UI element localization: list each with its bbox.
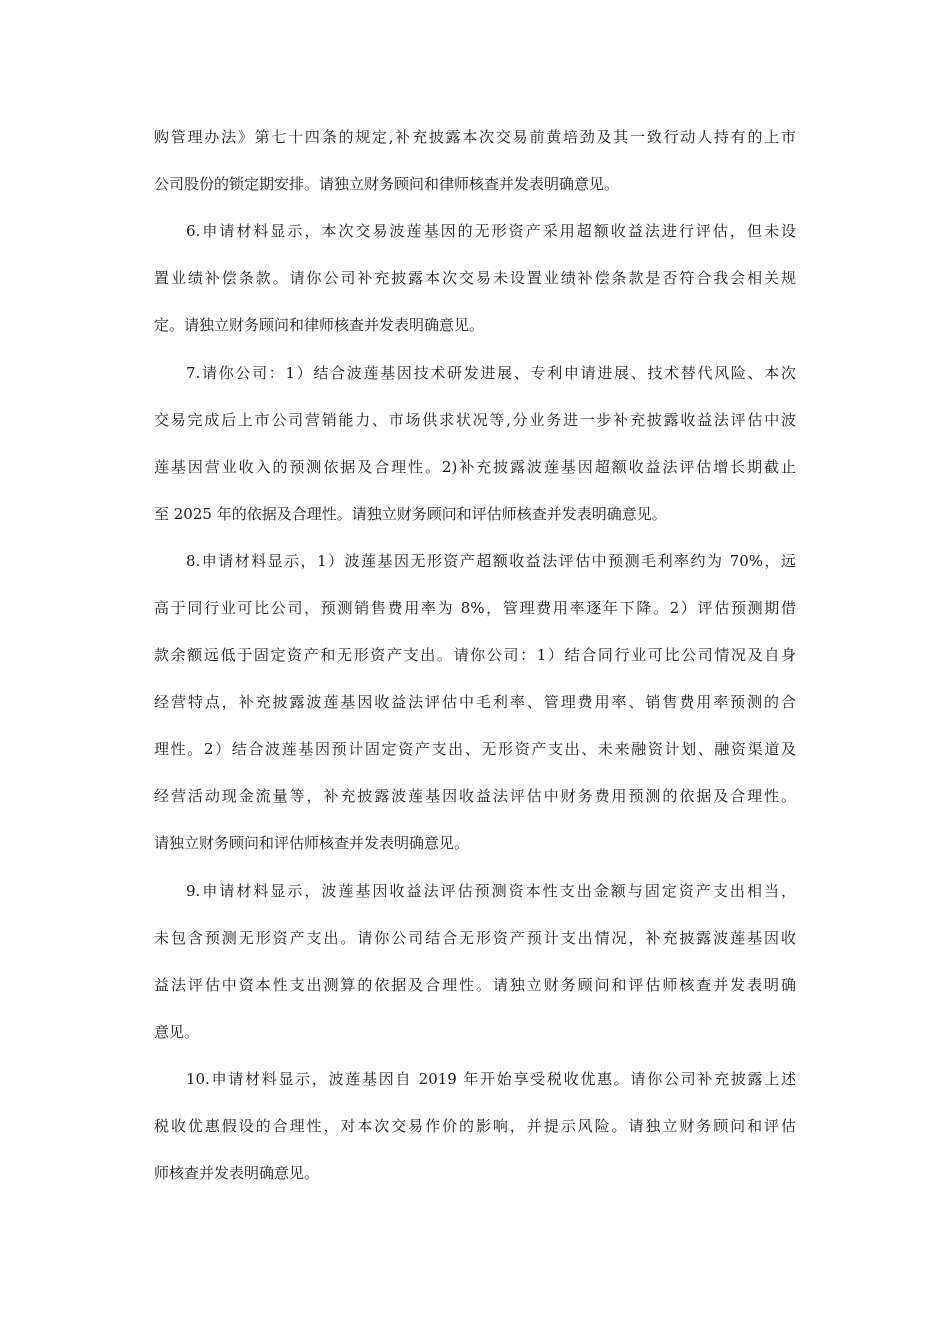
text-line: 购管理办法》第七十四条的规定,补充披露本次交易前黄培劲及其一致行动人持有的上市: [154, 128, 796, 146]
text-line: 经营活动现金流量等，补充披露波莲基因收益法评估中财务费用预测的依据及合理性。: [154, 787, 796, 805]
paragraph-9-start: 9.申请材料显示，波莲基因收益法评估预测资本性支出金额与固定资产支出相当，: [186, 882, 796, 900]
text-line: 至 2025 年的依据及合理性。请独立财务顾问和评估师核查并发表明确意见。: [154, 505, 667, 523]
text-line: 高于同行业可比公司，预测销售费用率为 8%，管理费用率逐年下降。2）评估预测期借: [154, 599, 796, 617]
text-line: 意见。: [154, 1023, 200, 1041]
text-line: 经营特点，补充披露波莲基因收益法评估中毛利率、管理费用率、销售费用率预测的合: [154, 693, 796, 711]
text-line: 益法评估中资本性支出测算的依据及合理性。请独立财务顾问和评估师核查并发表明确: [154, 976, 796, 994]
text-line: 师核查并发表明确意见。: [154, 1164, 320, 1182]
text-line: 莲基因营业收入的预测依据及合理性。2)补充披露波莲基因超额收益法评估增长期截止: [154, 458, 796, 476]
text-line: 置业绩补偿条款。请你公司补充披露本次交易未设置业绩补偿条款是否符合我会相关规: [154, 269, 796, 287]
text-line: 未包含预测无形资产支出。请你公司结合无形资产预计支出情况，补充披露波莲基因收: [154, 929, 796, 947]
paragraph-10-start: 10.申请材料显示，波莲基因自 2019 年开始享受税收优惠。请你公司补充披露上述: [186, 1070, 796, 1088]
text-line: 交易完成后上市公司营销能力、市场供求状况等,分业务进一步补充披露收益法评估中波: [154, 411, 796, 429]
text-line: 税收优惠假设的合理性，对本次交易作价的影响，并提示风险。请独立财务顾问和评估: [154, 1117, 796, 1135]
text-line: 款余额远低于固定资产和无形资产支出。请你公司：1）结合同行业可比公司情况及自身: [154, 646, 796, 664]
paragraph-7-start: 7.请你公司：1）结合波莲基因技术研发进展、专利申请进展、技术替代风险、本次: [186, 364, 796, 382]
text-line: 理性。2）结合波莲基因预计固定资产支出、无形资产支出、未来融资计划、融资渠道及: [154, 740, 796, 758]
paragraph-8-start: 8.申请材料显示，1）波莲基因无形资产超额收益法评估中预测毛利率约为 70%，远: [186, 552, 796, 570]
paragraph-6-start: 6.申请材料显示，本次交易波莲基因的无形资产采用超额收益法进行评估，但未设: [186, 222, 796, 240]
text-line: 公司股份的锁定期安排。请独立财务顾问和律师核查并发表明确意见。: [154, 175, 620, 193]
text-line: 定。请独立财务顾问和律师核查并发表明确意见。: [154, 316, 485, 334]
text-line: 请独立财务顾问和评估师核查并发表明确意见。: [154, 834, 470, 852]
